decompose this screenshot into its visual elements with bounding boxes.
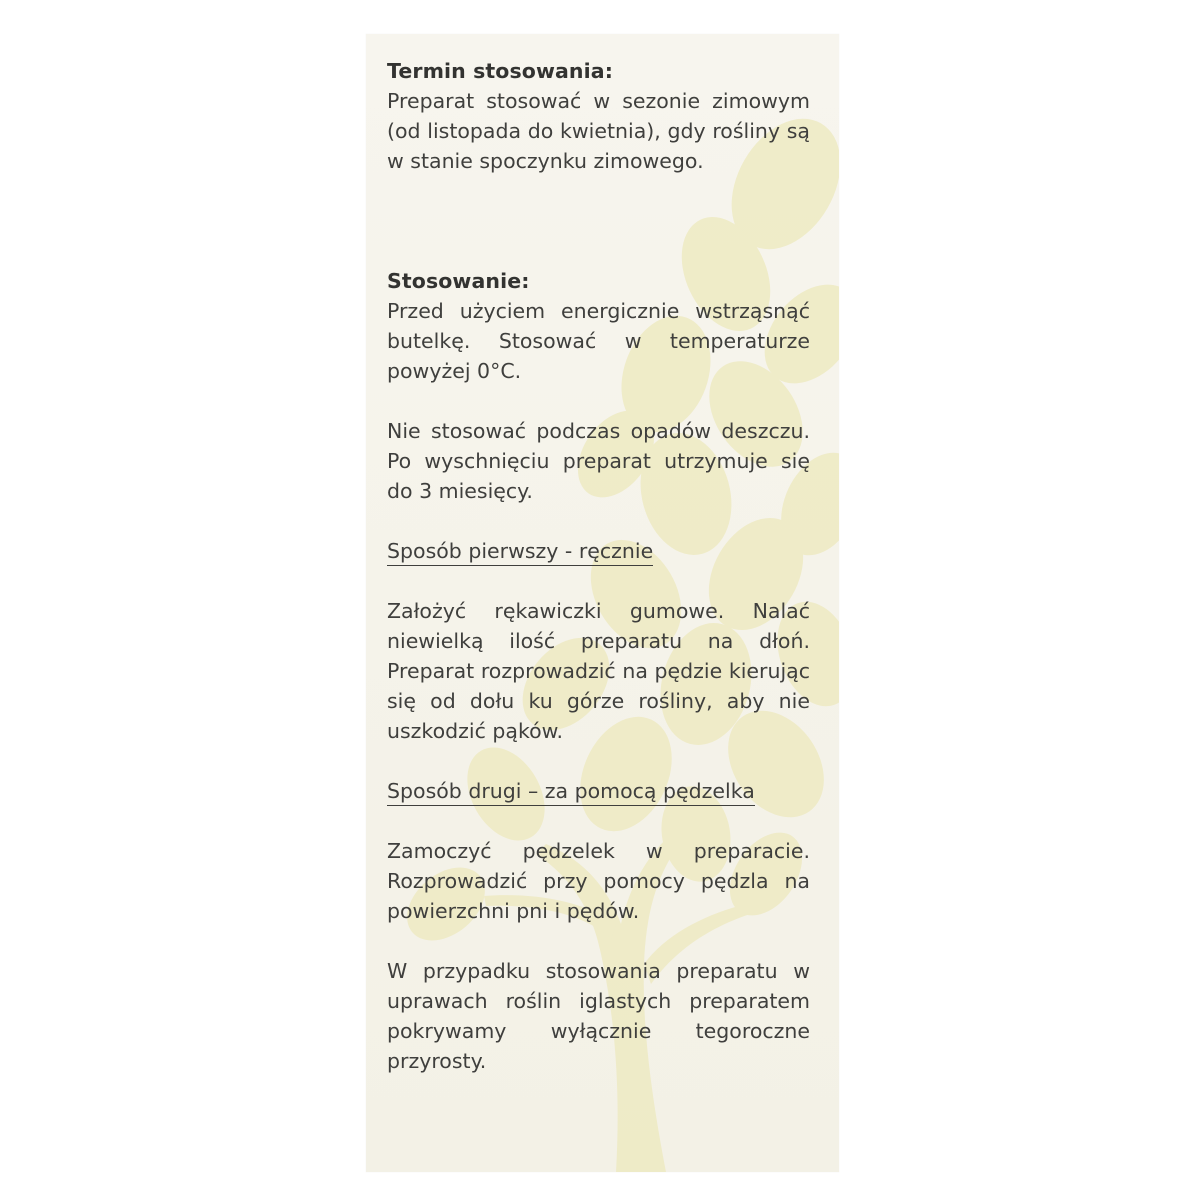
spacer bbox=[387, 806, 810, 836]
method2-paragraph: Zamoczyć pędzelek w preparacie. Rozprowadzić przy pomocy pędzla na powierzchni pni i pędów. bbox=[387, 839, 810, 923]
method1-heading: Sposób pierwszy - ręcznie bbox=[387, 538, 653, 566]
leaflet-text bbox=[387, 56, 810, 1076]
spacer bbox=[387, 566, 810, 596]
leaflet-panel bbox=[366, 34, 839, 1172]
spacer bbox=[387, 176, 810, 236]
spacer bbox=[387, 506, 810, 536]
conifer-paragraph: W przypadku stosowania preparatu w uprawach roślin iglastych preparatem pokrywamy wyłącznie tegoroczne przyrosty. bbox=[387, 959, 810, 1073]
use-paragraph: Przed użyciem energicznie wstrząsnąć butelkę. Stosować w temperaturze powyżej 0°C. bbox=[387, 299, 810, 383]
method1-paragraph: Założyć rękawiczki gumowe. Nalać niewielką ilość preparatu na dłoń. Preparat rozprowadzić na pędzie kierując się od dołu ku górze rośliny, aby nie uszkodzić pąków. bbox=[387, 599, 810, 743]
term-paragraph: Preparat stosować w sezonie zimowym (od listopada do kwietnia), gdy rośliny są w stanie spoczynku zimowego. bbox=[387, 89, 810, 173]
method2-heading: Sposób drugi – za pomocą pędzelka bbox=[387, 778, 755, 806]
rain-paragraph: Nie stosować podczas opadów deszczu. Po wyschnięciu preparat utrzymuje się do 3 miesięcy. bbox=[387, 419, 810, 503]
spacer bbox=[387, 746, 810, 776]
spacer bbox=[387, 236, 810, 266]
use-heading: Stosowanie: bbox=[387, 269, 530, 293]
spacer bbox=[387, 386, 810, 416]
spacer bbox=[387, 926, 810, 956]
term-heading: Termin stosowania: bbox=[387, 59, 613, 83]
